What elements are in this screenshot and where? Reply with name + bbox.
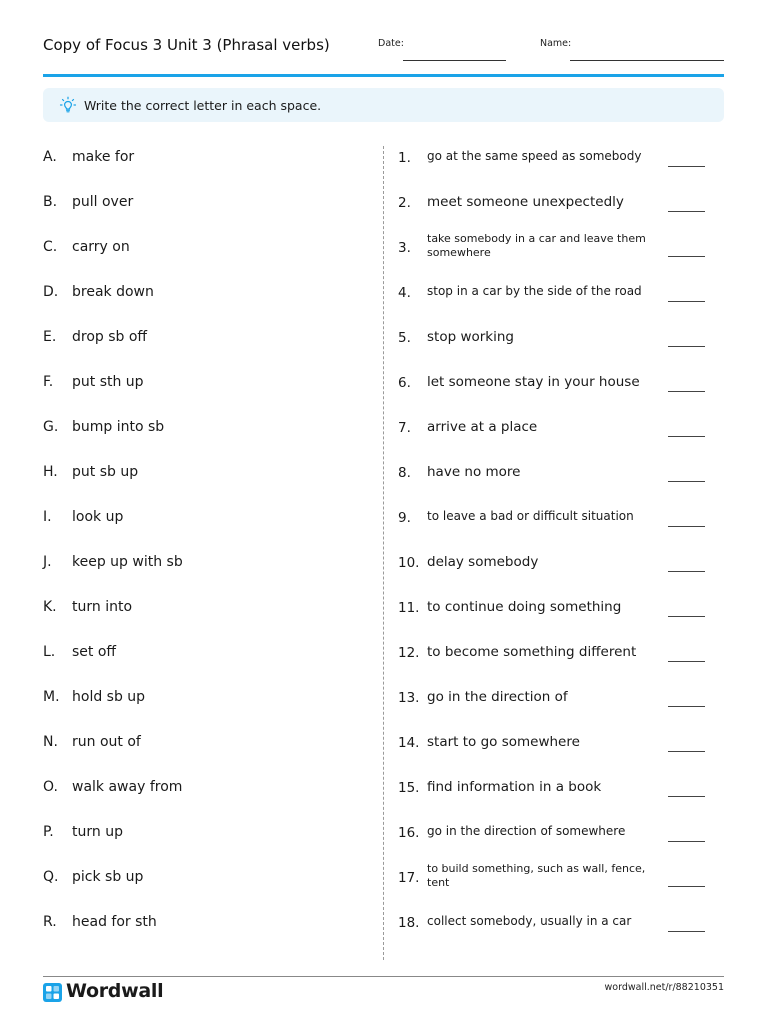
- item-phrase: drop sb off: [72, 329, 148, 345]
- column-divider: [383, 146, 384, 960]
- name-label: Name:: [540, 38, 572, 49]
- list-item: [398, 281, 708, 326]
- item-number: 15.: [398, 780, 420, 796]
- list-item: [398, 326, 708, 371]
- list-item: [43, 551, 373, 596]
- list-item: [398, 461, 708, 506]
- answer-blank[interactable]: [668, 346, 705, 347]
- item-number: 10.: [398, 555, 420, 571]
- item-phrase: set off: [72, 644, 117, 660]
- item-letter: Q.: [43, 869, 59, 885]
- item-phrase: carry on: [72, 239, 130, 255]
- item-definition: go in the direction of somewhere: [427, 824, 626, 838]
- wordwall-logo-icon: [43, 983, 62, 1002]
- list-item: [43, 731, 373, 776]
- page-title: Copy of Focus 3 Unit 3 (Phrasal verbs): [43, 36, 330, 54]
- item-number: 17.: [398, 870, 420, 886]
- item-definition: stop working: [427, 329, 514, 345]
- answer-blank[interactable]: [668, 751, 705, 752]
- list-item: [43, 281, 373, 326]
- list-item: [398, 731, 708, 776]
- list-item: [43, 326, 373, 371]
- list-item: [43, 641, 373, 686]
- item-definition: have no more: [427, 464, 521, 480]
- list-item: [43, 686, 373, 731]
- item-letter: H.: [43, 464, 58, 480]
- worksheet-header: [43, 30, 724, 78]
- item-letter: J.: [43, 554, 52, 570]
- list-item: [398, 596, 708, 641]
- item-number: 8.: [398, 465, 411, 481]
- item-phrase: put sb up: [72, 464, 139, 480]
- list-item: [398, 506, 708, 551]
- item-letter: E.: [43, 329, 57, 345]
- item-number: 16.: [398, 825, 420, 841]
- list-item: [398, 232, 708, 281]
- item-letter: O.: [43, 779, 58, 795]
- phrasal-verb-list: [43, 146, 373, 956]
- item-letter: N.: [43, 734, 58, 750]
- item-number: 13.: [398, 690, 420, 706]
- answer-blank[interactable]: [668, 391, 705, 392]
- list-item: [43, 236, 373, 281]
- brand-name: Wordwall: [66, 980, 164, 1002]
- date-label: Date:: [378, 38, 404, 49]
- item-phrase: pull over: [72, 194, 134, 210]
- item-definition: to become something different: [427, 644, 637, 660]
- item-number: 6.: [398, 375, 411, 391]
- item-definition: let someone stay in your house: [427, 374, 640, 390]
- item-phrase: make for: [72, 149, 135, 165]
- item-phrase: look up: [72, 509, 124, 525]
- answer-blank[interactable]: [668, 616, 705, 617]
- definition-list: [398, 146, 708, 956]
- lightbulb-icon: [58, 95, 78, 115]
- list-item: [43, 416, 373, 461]
- item-number: 14.: [398, 735, 420, 751]
- item-phrase: pick sb up: [72, 869, 144, 885]
- item-letter: K.: [43, 599, 57, 615]
- answer-blank[interactable]: [668, 301, 705, 302]
- item-phrase: break down: [72, 284, 154, 300]
- list-item: [398, 191, 708, 236]
- answer-blank[interactable]: [668, 886, 705, 887]
- answer-blank[interactable]: [668, 526, 705, 527]
- list-item: [398, 911, 708, 956]
- item-definition: delay somebody: [427, 554, 539, 570]
- item-phrase: run out of: [72, 734, 141, 750]
- list-item: [398, 551, 708, 596]
- item-number: 1.: [398, 150, 411, 166]
- answer-blank[interactable]: [668, 166, 705, 167]
- item-number: 7.: [398, 420, 411, 436]
- list-item: [43, 596, 373, 641]
- item-number: 18.: [398, 915, 420, 931]
- item-definition: go at the same speed as somebody: [427, 149, 642, 163]
- item-letter: B.: [43, 194, 58, 210]
- date-field[interactable]: [403, 60, 506, 61]
- item-definition: find information in a book: [427, 779, 602, 795]
- item-definition: arrive at a place: [427, 419, 538, 435]
- item-letter: I.: [43, 509, 52, 525]
- item-letter: P.: [43, 824, 54, 840]
- answer-blank[interactable]: [668, 256, 705, 257]
- answer-blank[interactable]: [668, 661, 705, 662]
- item-number: 3.: [398, 240, 411, 256]
- item-number: 2.: [398, 195, 411, 211]
- answer-blank[interactable]: [668, 931, 705, 932]
- item-number: 5.: [398, 330, 411, 346]
- list-item: [398, 146, 708, 191]
- item-letter: L.: [43, 644, 56, 660]
- item-letter: A.: [43, 149, 57, 165]
- item-phrase: bump into sb: [72, 419, 165, 435]
- answer-blank[interactable]: [668, 436, 705, 437]
- list-item: [43, 866, 373, 911]
- item-phrase: turn into: [72, 599, 133, 615]
- item-number: 11.: [398, 600, 420, 616]
- item-number: 12.: [398, 645, 420, 661]
- item-phrase: turn up: [72, 824, 123, 840]
- item-letter: G.: [43, 419, 59, 435]
- item-definition: take somebody in a car and leave them somewhere: [427, 232, 646, 259]
- item-letter: R.: [43, 914, 57, 930]
- list-item: [43, 146, 373, 191]
- list-item: [398, 776, 708, 821]
- list-item: [398, 371, 708, 416]
- item-letter: M.: [43, 689, 60, 705]
- answer-blank[interactable]: [668, 211, 705, 212]
- item-definition: go in the direction of: [427, 689, 568, 705]
- list-item: [43, 506, 373, 551]
- answer-blank[interactable]: [668, 841, 705, 842]
- item-phrase: put sth up: [72, 374, 144, 390]
- list-item: [398, 862, 708, 911]
- instructions-text: Write the correct letter in each space.: [84, 98, 322, 113]
- footer-url[interactable]: wordwall.net/r/88210351: [604, 982, 724, 993]
- header-divider: [43, 74, 724, 77]
- item-phrase: hold sb up: [72, 689, 146, 705]
- item-number: 4.: [398, 285, 411, 301]
- item-letter: F.: [43, 374, 54, 390]
- item-phrase: walk away from: [72, 779, 183, 795]
- item-letter: D.: [43, 284, 59, 300]
- list-item: [398, 821, 708, 866]
- list-item: [43, 461, 373, 506]
- answer-blank[interactable]: [668, 706, 705, 707]
- list-item: [43, 191, 373, 236]
- answer-blank[interactable]: [668, 796, 705, 797]
- item-definition: to continue doing something: [427, 599, 622, 615]
- list-item: [398, 686, 708, 731]
- list-item: [43, 776, 373, 821]
- item-number: 9.: [398, 510, 411, 526]
- item-definition: start to go somewhere: [427, 734, 580, 750]
- name-field[interactable]: [570, 60, 724, 61]
- wordwall-logo: [43, 981, 173, 1005]
- answer-blank[interactable]: [668, 481, 705, 482]
- list-item: [43, 371, 373, 416]
- item-definition: to leave a bad or difficult situation: [427, 509, 634, 523]
- item-definition: to build something, such as wall, fence, tent: [427, 862, 646, 889]
- list-item: [398, 416, 708, 461]
- item-definition: meet someone unexpectedly: [427, 194, 624, 210]
- item-phrase: head for sth: [72, 914, 157, 930]
- item-definition: stop in a car by the side of the road: [427, 284, 642, 298]
- instructions-box: [43, 88, 724, 122]
- item-letter: C.: [43, 239, 58, 255]
- item-phrase: keep up with sb: [72, 554, 183, 570]
- footer-divider: [43, 976, 724, 977]
- list-item: [43, 911, 373, 956]
- list-item: [43, 821, 373, 866]
- answer-blank[interactable]: [668, 571, 705, 572]
- item-definition: collect somebody, usually in a car: [427, 914, 632, 928]
- list-item: [398, 641, 708, 686]
